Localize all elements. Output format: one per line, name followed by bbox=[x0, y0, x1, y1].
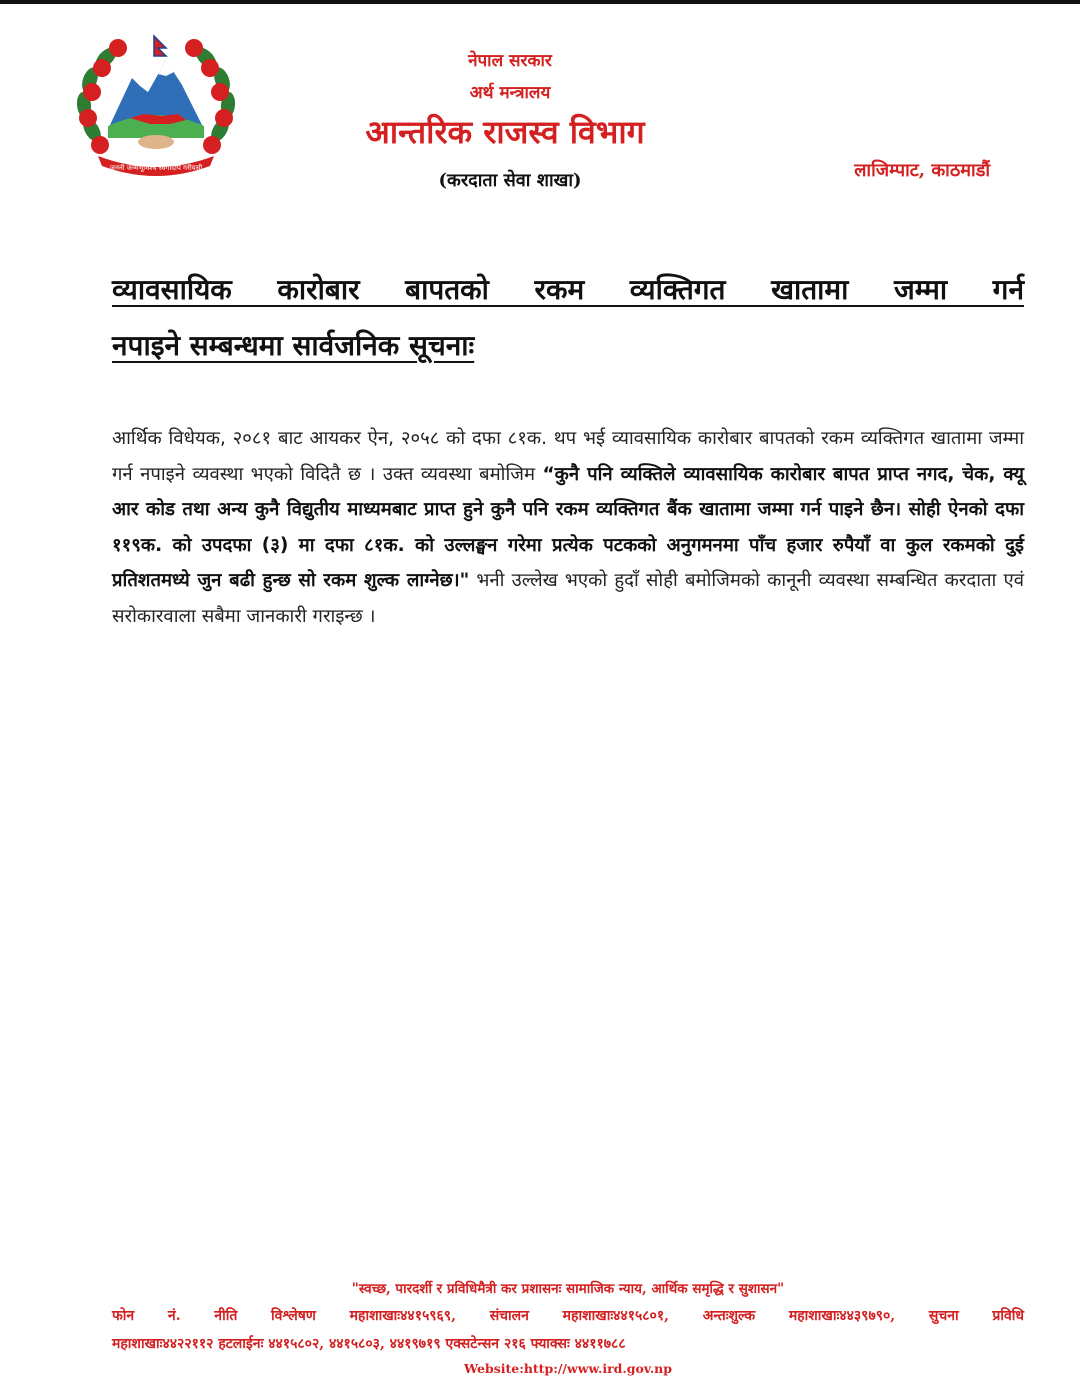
notice-title-line-2: नपाइने सम्बन्धमा सार्वजनिक सूचनाः bbox=[112, 329, 475, 362]
office-address: लाजिम्पाट, काठमाडौं bbox=[854, 160, 990, 181]
notice-quote: “कुनै पनि व्यक्तिले व्यावसायिक कारोबार बापत प्राप्त नगद, चेक, क्यू आर कोड तथा अन्य कुनै विद्युतीय माध्यमबाट प्राप्त हुने कुनै पनि रकम व्यक्तिगत बैंक खातामा जम्मा गर्न पाइने छैन। सोही ऐनको दफा ११९क. को उपदफा (३) मा दफा ८१क. को उल्लङ्घन गरेमा प्रत्येक पटकको अनुगमनमा पाँच हजार रुपैयाँ वा कुल रकमको दुई प्रतिशतमध्ये जुन बढी हुन्छ सो रकम शुल्क लाग्नेछ।" bbox=[112, 463, 1024, 591]
footer-contact-line-2: महाशाखाः४४२२११२ हटलाईनः ४४१५८०२, ४४१५८०३, ४४१९७१९ एक्सटेन्सन २१६ फ्याक्सः ४४११७८८ bbox=[112, 1336, 626, 1352]
government-name: नेपाल सरकार bbox=[468, 51, 552, 71]
footer-contact bbox=[112, 1302, 1024, 1358]
emblem-ribbon-text: जननी जन्मभूमिश्च स्वर्गादपि गरीयसी bbox=[109, 164, 203, 172]
footer-contact-line-1: फोन नं. नीति विश्लेषण महाशाखाः४४१५९६९, संचालन महाशाखाः४४१५८०१, अन्तःशुल्क महाशाखाः४४३९७९०, सुचना प्रविधि bbox=[112, 1308, 1024, 1324]
department-name: आन्तरिक राजस्व विभाग bbox=[365, 113, 645, 151]
notice-title bbox=[112, 262, 1024, 374]
branch-name: (करदाता सेवा शाखा) bbox=[438, 170, 582, 191]
footer-motto: "स्वच्छ, पारदर्शी र प्रविधिमैत्री कर प्रशासनः सामाजिक न्याय, आर्थिक समृद्धि र सुशासन" bbox=[351, 1281, 785, 1297]
footer-website-link[interactable]: Website:http://www.ird.gov.np bbox=[463, 1361, 673, 1376]
notice-intro: आर्थिक विधेयक, २०८१ बाट आयकर ऐन, २०५८ को दफा ८१क. थप भई व्यावसायिक कारोबार बापतको रकम व्यक्तिगत खातामा जम्मा गर्न नपाइने व्यवस्था भएको विदितै छ । उक्त व्यवस्था बमोजिम bbox=[112, 428, 1024, 485]
ministry-name: अर्थ मन्त्रालय bbox=[469, 83, 551, 103]
top-border bbox=[0, 0, 1080, 4]
footer bbox=[112, 1276, 1024, 1380]
notice-title-line-1: व्यावसायिक कारोबार बापतको रकम व्यक्तिगत खातामा जम्मा गर्न bbox=[112, 273, 1024, 306]
notice-closing: भनी उल्लेख भएको हुदाँ सोही बमोजिमको कानूनी व्यवस्था सम्बन्धित करदाता एवं सरोकारवाला सबैमा जानकारी गराइन्छ । bbox=[112, 570, 1024, 627]
notice-body bbox=[112, 421, 1024, 634]
nepal-emblem-icon bbox=[70, 30, 242, 180]
